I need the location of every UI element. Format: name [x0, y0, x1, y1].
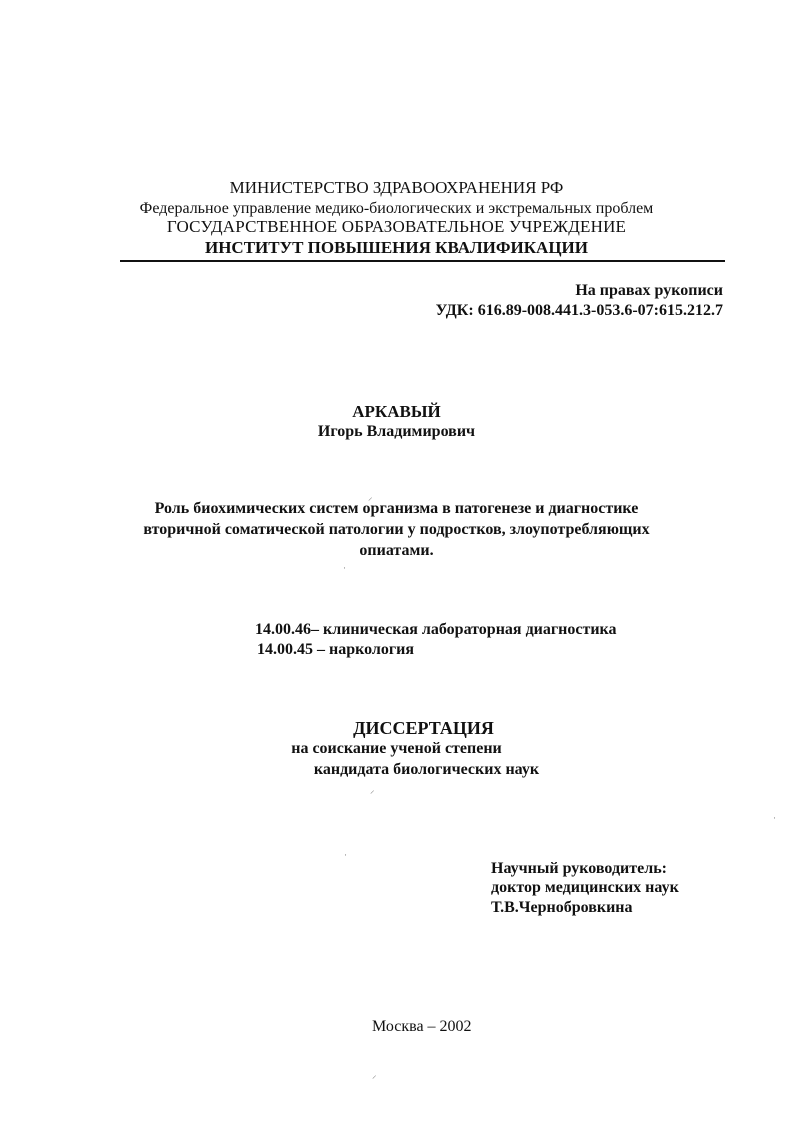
supervisor-degree: доктор медицинских наук — [491, 879, 679, 896]
department-line: Федеральное управление медико-биологических и экстремальных проблем — [139, 200, 654, 217]
institution-type-line: ГОСУДАРСТВЕННОЕ ОБРАЗОВАТЕЛЬНОЕ УЧРЕЖДЕНИЕ — [166, 217, 627, 236]
thesis-title-line-3: опиатами. — [359, 542, 434, 559]
author-surname: АРКАВЫЙ — [352, 402, 441, 421]
author-name: Игорь Владимирович — [317, 423, 476, 440]
dissertation-degree-line-2: кандидата биологических наук — [313, 761, 540, 778]
manuscript-rights: На правах рукописи — [575, 282, 723, 299]
scan-speck: · — [344, 850, 347, 860]
supervisor-name: Т.В.Чернобровкина — [491, 899, 633, 916]
udc-code: УДК: 616.89-008.441.3-053.6-07:615.212.7 — [435, 302, 723, 319]
scan-speck: ⸝ — [370, 785, 375, 795]
thesis-title-line-2: вторичной соматической патологии у подростков, злоупотребляющих — [143, 521, 650, 538]
supervisor-label: Научный руководитель: — [491, 860, 667, 877]
specialty-1: 14.00.46– клиническая лабораторная диагностика — [255, 621, 617, 638]
specialty-2: 14.00.45 – наркология — [257, 641, 415, 658]
dissertation-degree-line-1: на соискание ученой степени — [291, 740, 502, 757]
thesis-title-line-1: Роль биохимических систем организма в патогенезе и диагностике — [154, 500, 639, 517]
scan-speck: ⸝ — [368, 492, 373, 502]
institute-line: ИНСТИТУТ ПОВЫШЕНИЯ КВАЛИФИКАЦИИ — [204, 238, 588, 257]
scan-speck: ⸝ — [372, 1070, 377, 1080]
ministry-line: МИНИСТЕРСТВО ЗДРАВООХРАНЕНИЯ РФ — [229, 178, 564, 197]
scan-speck: · — [343, 563, 346, 573]
header-divider — [120, 260, 725, 262]
place-year: Москва – 2002 — [372, 1018, 472, 1035]
scan-speck: · — [773, 813, 776, 823]
dissertation-heading: ДИССЕРТАЦИЯ — [353, 718, 494, 738]
